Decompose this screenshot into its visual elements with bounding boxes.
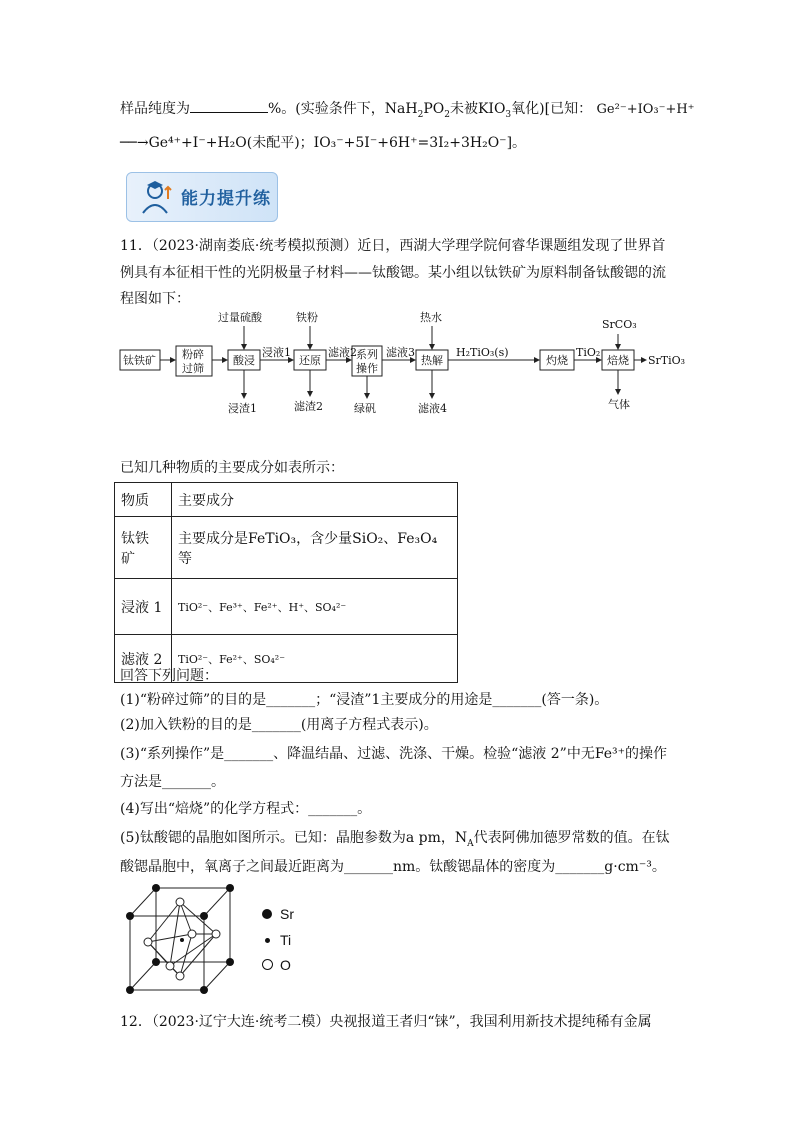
table-intro: 已知几种物质的主要成分如表所示： bbox=[120, 460, 344, 476]
flow-input-water: 热水 bbox=[420, 311, 442, 324]
q5a-sub: A bbox=[467, 838, 474, 849]
legend-sr-label: Sr bbox=[280, 906, 294, 922]
equation-2: ──→Ge⁴⁺+I⁻+H₂O(未配平)；IO₃⁻+5I⁻+6H⁺=3I₂+3H₂O⁻]。 bbox=[120, 135, 527, 151]
q12-head: 12．（2023·辽宁大连·统考二模）央视报道王者归“铼”，我国利用新技术提纯稀有金属 bbox=[120, 1014, 652, 1030]
question-5a bbox=[120, 828, 670, 848]
table-row-leachate-name: 浸液 1 bbox=[115, 579, 172, 635]
question-5b: 酸锶晶胞中，氧离子之间最近距离为_______nm。钛酸锶晶体的密度为_______g·cm⁻³。 bbox=[120, 859, 666, 875]
legend-ti-label: Ti bbox=[280, 932, 292, 948]
flow-box-operation: 操作 bbox=[356, 362, 378, 375]
flow-mid-h2tio3: H₂TiO₃(s) bbox=[456, 346, 509, 359]
flow-mid-filtrate2: 滤液2 bbox=[328, 346, 357, 359]
flow-out-vitriol: 绿矾 bbox=[354, 402, 376, 415]
sr-dot-icon bbox=[262, 909, 272, 919]
ability-badge bbox=[126, 172, 278, 222]
flow-mid-tio2: TiO₂ bbox=[576, 346, 601, 359]
cond-po: PO bbox=[423, 101, 445, 117]
q5a-tail: 代表阿佛加德罗常数的值。在钛 bbox=[473, 830, 670, 846]
flow-mid-filtrate3: 滤液3 bbox=[386, 346, 415, 359]
cond-known: 氧化)[已知： bbox=[511, 101, 593, 117]
flow-input-srco3: SrCO₃ bbox=[602, 318, 637, 331]
legend-o-label: O bbox=[280, 957, 291, 973]
table-header-composition: 主要成分 bbox=[172, 483, 458, 517]
table-row-filtrate-name: 滤液 2 bbox=[115, 635, 172, 683]
question-3a: (3)“系列操作”是_______、降温结晶、过滤、洗涤、干燥。检验“滤液 2”中无Fe³⁺的操作 bbox=[120, 746, 668, 762]
question-1: (1)“粉碎过筛”的目的是_______；“浸渣”1主要成分的用途是_______(答一条)。 bbox=[120, 692, 609, 708]
name-line1: 钛铁 bbox=[121, 530, 149, 547]
flow-input-acid: 过量硫酸 bbox=[218, 311, 262, 324]
table-row-ilmenite-text: 主要成分是FeTiO₃，含少量SiO₂、Fe₃O₄等 bbox=[172, 517, 458, 579]
flow-box-leach: 酸浸 bbox=[233, 354, 255, 367]
purity-prefix: 样品纯度为 bbox=[120, 101, 190, 117]
q11-head: 11．（2023·湖南娄底·统考模拟预测）近日，西湖大学理学院何睿华课题组发现了世界首 bbox=[120, 238, 666, 254]
flow-out-residue1: 浸渣1 bbox=[228, 402, 257, 415]
blank bbox=[190, 98, 268, 113]
flow-box-ilmenite: 钛铁矿 bbox=[123, 354, 156, 367]
table-row-ilmenite-name bbox=[115, 517, 172, 579]
flow-box-roast: 焙烧 bbox=[607, 354, 629, 367]
flow-diagram bbox=[118, 306, 686, 418]
equation-1: Ge²⁻+IO₃⁻+H⁺ bbox=[596, 102, 695, 117]
flow-box-sieve: 过筛 bbox=[182, 362, 204, 375]
composition-table bbox=[114, 482, 458, 683]
flow-input-iron: 铁粉 bbox=[296, 311, 318, 324]
purity-mid: %。(实验条件下，NaH bbox=[268, 101, 418, 117]
flow-box-reduce: 还原 bbox=[299, 354, 321, 367]
q11-line3: 程图如下： bbox=[120, 291, 190, 307]
table-header-substance: 物质 bbox=[115, 483, 172, 517]
answers-intro: 回答下列问题： bbox=[120, 668, 218, 684]
badge-label: 能力提升练 bbox=[181, 189, 271, 209]
student-icon bbox=[135, 177, 175, 217]
question-2: (2)加入铁粉的目的是_______(用离子方程式表示)。 bbox=[120, 717, 438, 733]
question-3b: 方法是_______。 bbox=[120, 774, 225, 790]
o-circle-icon bbox=[262, 959, 273, 970]
cond-kio: 未被KIO bbox=[449, 101, 506, 117]
flow-box-crush: 粉碎 bbox=[182, 348, 204, 361]
crystal-cell-diagram bbox=[120, 884, 240, 994]
q5a-text: (5)钛酸锶的晶胞如图所示。已知：晶胞参数为a pm，N bbox=[120, 830, 468, 846]
purity-line: 样品纯度为 %。(实验条件下，$NaH_2PO_2$未被$KIO_3$氧化)[已知： Ge²⁻+IO₃⁻+H⁺ bbox=[120, 98, 695, 120]
name-line2: 矿 bbox=[121, 550, 135, 567]
flow-mid-leachate1: 浸液1 bbox=[262, 346, 291, 359]
question-4: (4)写出“焙烧”的化学方程式：_______。 bbox=[120, 801, 372, 817]
table-row-filtrate-text: TiO²⁻、Fe²⁺、SO₄²⁻ bbox=[172, 635, 458, 683]
flow-out-filtrate4: 滤液4 bbox=[418, 402, 447, 415]
flow-box-series: 系列 bbox=[356, 348, 378, 361]
flow-box-burn: 灼烧 bbox=[546, 354, 568, 367]
ti-dot-icon bbox=[265, 938, 270, 943]
flow-mid-srtio3: SrTiO₃ bbox=[648, 354, 686, 367]
table-row-leachate-text: TiO²⁻、Fe³⁺、Fe²⁺、H⁺、SO₄²⁻ bbox=[172, 579, 458, 635]
q11-line2: 例具有本征相干性的光阴极量子材料——钛酸锶。某小组以钛铁矿为原料制备钛酸锶的流 bbox=[120, 265, 666, 281]
flow-out-gas: 气体 bbox=[608, 398, 630, 411]
flow-box-pyrolysis: 热解 bbox=[421, 354, 443, 367]
flow-out-residue2: 滤渣2 bbox=[294, 400, 323, 413]
